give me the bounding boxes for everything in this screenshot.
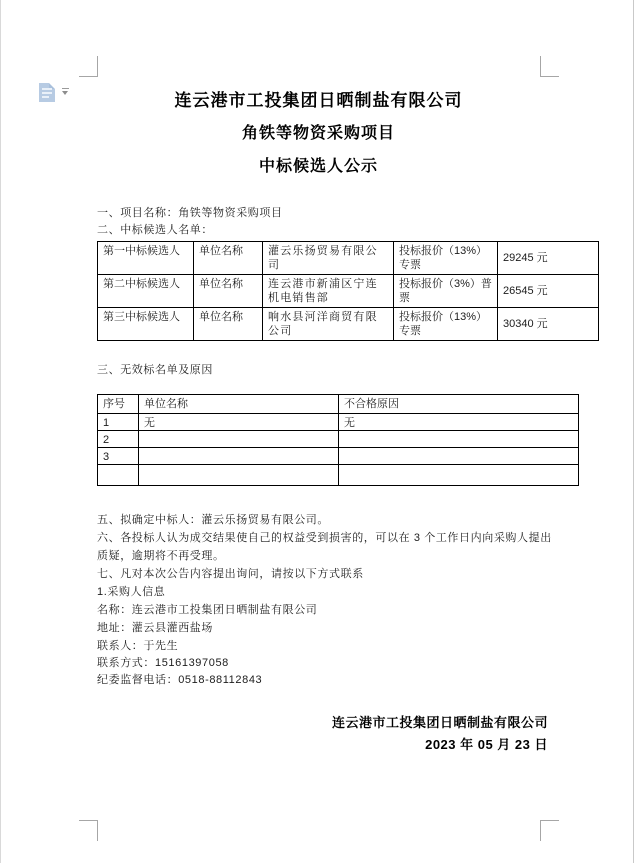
candidate-rank: 第一中标候选人 — [98, 242, 194, 275]
purchaser-name: 名称：连云港市工投集团日晒制盐有限公司 — [97, 604, 318, 616]
purchaser-phone: 联系方式：15161397058 — [97, 657, 229, 669]
section-objection-notice: 六、各投标人认为成交结果使自己的权益受到损害的，可以在 3 个工作日内向采购人提出质疑，逾期将不再受理。 — [97, 532, 552, 562]
purchaser-address: 地址：灌云县灌西盐场 — [97, 622, 213, 634]
doc-title-announcement: 中标候选人公示 — [258, 158, 378, 175]
margin-mark-top-left — [79, 56, 98, 77]
reason-cell — [339, 465, 579, 486]
signature-date: 2023 年 05 月 23 日 — [425, 737, 548, 752]
unit-name-cell: 无 — [139, 414, 339, 431]
company-name: 连云港市新浦区宁连机电销售部 — [263, 275, 394, 308]
col-header-reason: 不合格原因 — [339, 395, 579, 414]
table-row — [98, 465, 579, 486]
table-row — [98, 448, 579, 465]
section-candidate-list-heading: 二、中标候选人名单： — [97, 224, 213, 236]
purchaser-info-heading: 1.采购人信息 — [97, 586, 166, 598]
row-index — [98, 465, 139, 486]
row-index: 3 — [98, 448, 139, 465]
section-contact-heading: 七、凡对本次公告内容提出询问，请按以下方式联系 — [97, 568, 364, 580]
company-name: 响水县河洋商贸有限公司 — [263, 308, 394, 341]
reason-cell — [339, 448, 579, 465]
section-winner: 五、拟确定中标人：灌云乐扬贸易有限公司。 — [97, 514, 329, 526]
col-header-unit-name: 单位名称 — [139, 395, 339, 414]
candidate-rank: 第三中标候选人 — [98, 308, 194, 341]
bid-price-type: 投标报价（13%）专票 — [394, 308, 498, 341]
table-header-row — [98, 395, 579, 414]
margin-mark-bottom-right — [540, 820, 559, 841]
row-index: 1 — [98, 414, 139, 431]
col-header-index: 序号 — [98, 395, 139, 414]
unit-name-cell — [139, 465, 339, 486]
unit-name-label: 单位名称 — [194, 308, 263, 341]
doc-title-project: 角铁等物资采购项目 — [241, 125, 395, 142]
unit-name-label: 单位名称 — [194, 242, 263, 275]
company-name: 灌云乐扬贸易有限公司 — [263, 242, 394, 275]
candidate-rank: 第二中标候选人 — [98, 275, 194, 308]
bid-price: 26545 元 — [498, 275, 599, 308]
discipline-supervision-phone: 纪委监督电话：0518-88112843 — [97, 674, 263, 686]
bid-price: 30340 元 — [498, 308, 599, 341]
bid-price-type: 投标报价（13%）专票 — [394, 242, 498, 275]
margin-mark-bottom-left — [79, 820, 98, 841]
section-project-name: 一、项目名称：角铁等物资采购项目 — [97, 207, 283, 219]
table-row — [98, 308, 599, 341]
invalid-bids-table — [97, 394, 579, 486]
unit-name-cell — [139, 431, 339, 448]
candidates-table — [97, 241, 599, 341]
table-row — [98, 242, 599, 275]
unit-name-label: 单位名称 — [194, 275, 263, 308]
unit-name-cell — [139, 448, 339, 465]
section-invalid-bids-heading: 三、无效标名单及原因 — [97, 364, 213, 376]
table-row — [98, 431, 579, 448]
doc-title-company: 连云港市工投集团日晒制盐有限公司 — [174, 91, 463, 110]
margin-mark-top-right — [540, 56, 559, 77]
row-index: 2 — [98, 431, 139, 448]
bid-price: 29245 元 — [498, 242, 599, 275]
bid-price-type: 投标报价（3%）普票 — [394, 275, 498, 308]
signature-company: 连云港市工投集团日晒制盐有限公司 — [331, 715, 548, 730]
table-row — [98, 275, 599, 308]
table-row — [98, 414, 579, 431]
reason-cell: 无 — [339, 414, 579, 431]
reason-cell — [339, 431, 579, 448]
purchaser-contact-person: 联系人：于先生 — [97, 640, 179, 652]
